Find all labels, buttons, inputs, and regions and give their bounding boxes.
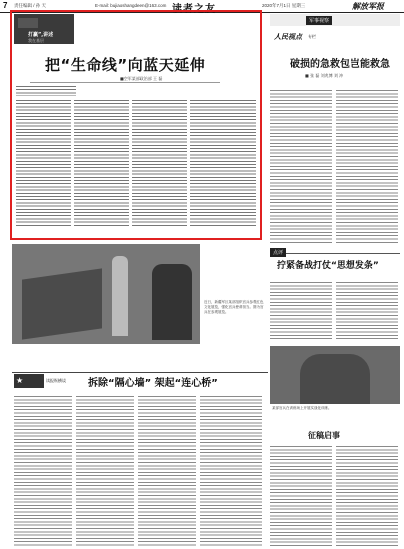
bottom-section-label: 读报纵横谈 xyxy=(46,378,66,383)
middle-photo xyxy=(12,244,200,344)
banner-subtitle: 我在基层 xyxy=(28,38,44,43)
header-email: E-mail: bujiaoshangdeen@163.com xyxy=(95,3,167,8)
page-number: 7 xyxy=(3,1,8,10)
exhibit-board xyxy=(22,268,102,339)
bottom-body-column-3 xyxy=(138,396,196,546)
star-icon: ★ xyxy=(16,376,24,385)
right-article-byline: ■ 张 磊 刘兆博 刘 冲 xyxy=(305,73,344,78)
header-date: 2020年7月1日 星期三 xyxy=(262,3,306,8)
bottom-body-column-1 xyxy=(14,396,72,546)
masthead-logo: 解放军报 xyxy=(352,1,384,11)
call-body-column-1 xyxy=(270,446,332,546)
bottom-rule xyxy=(12,372,268,373)
right-section-bar xyxy=(270,14,400,26)
middle-photo-caption: 近日，新疆军区某部组织官兵参观红色文化展览，强化官兵使命担当。图为官兵在参观展览。 xyxy=(204,300,264,314)
right-photo-caption: 某部官兵在训练场上开展实战化训练。 xyxy=(272,406,332,410)
editor-credit: 责任编辑 / 孙 天 xyxy=(14,3,47,8)
sub-body-column-1 xyxy=(270,282,332,340)
visitor-figure xyxy=(152,264,192,340)
banner-title: 打赢”,讲述 xyxy=(28,32,54,38)
right-article-title: 破损的急救包岂能救急 xyxy=(290,59,390,70)
sub-section-label: 点评 xyxy=(270,248,286,257)
column-title: 读者之友 xyxy=(172,4,216,15)
right-body-column-2 xyxy=(336,90,398,245)
call-for-papers-title: 征稿启事 xyxy=(308,431,340,440)
bottom-banner xyxy=(14,374,44,388)
right-column-logo: 人民视点 xyxy=(274,32,302,41)
right-body-column-1 xyxy=(270,90,332,245)
bottom-body-column-4 xyxy=(200,396,262,546)
right-section-label: 军事视察 xyxy=(306,16,332,25)
sub-section-rule xyxy=(286,253,400,254)
photo-figures xyxy=(300,354,370,404)
lead-article-title: 把“生命线”向蓝天延伸 xyxy=(45,56,206,74)
call-body-column-2 xyxy=(336,446,398,546)
right-photo xyxy=(270,346,400,404)
highlight-box xyxy=(10,10,262,240)
bottom-article-title: 拆除“隔心墙” 架起“连心桥” xyxy=(88,378,218,389)
sub-article-title: 拧紧备战打仗“思想发条” xyxy=(277,261,379,271)
lead-article-byline: ■空军某部政治部 王 磊 xyxy=(120,76,163,81)
sub-body-column-2 xyxy=(336,282,398,340)
right-column-logo-side: 专栏 xyxy=(308,34,316,39)
bottom-body-column-2 xyxy=(76,396,134,546)
soldier-figure xyxy=(112,256,128,336)
